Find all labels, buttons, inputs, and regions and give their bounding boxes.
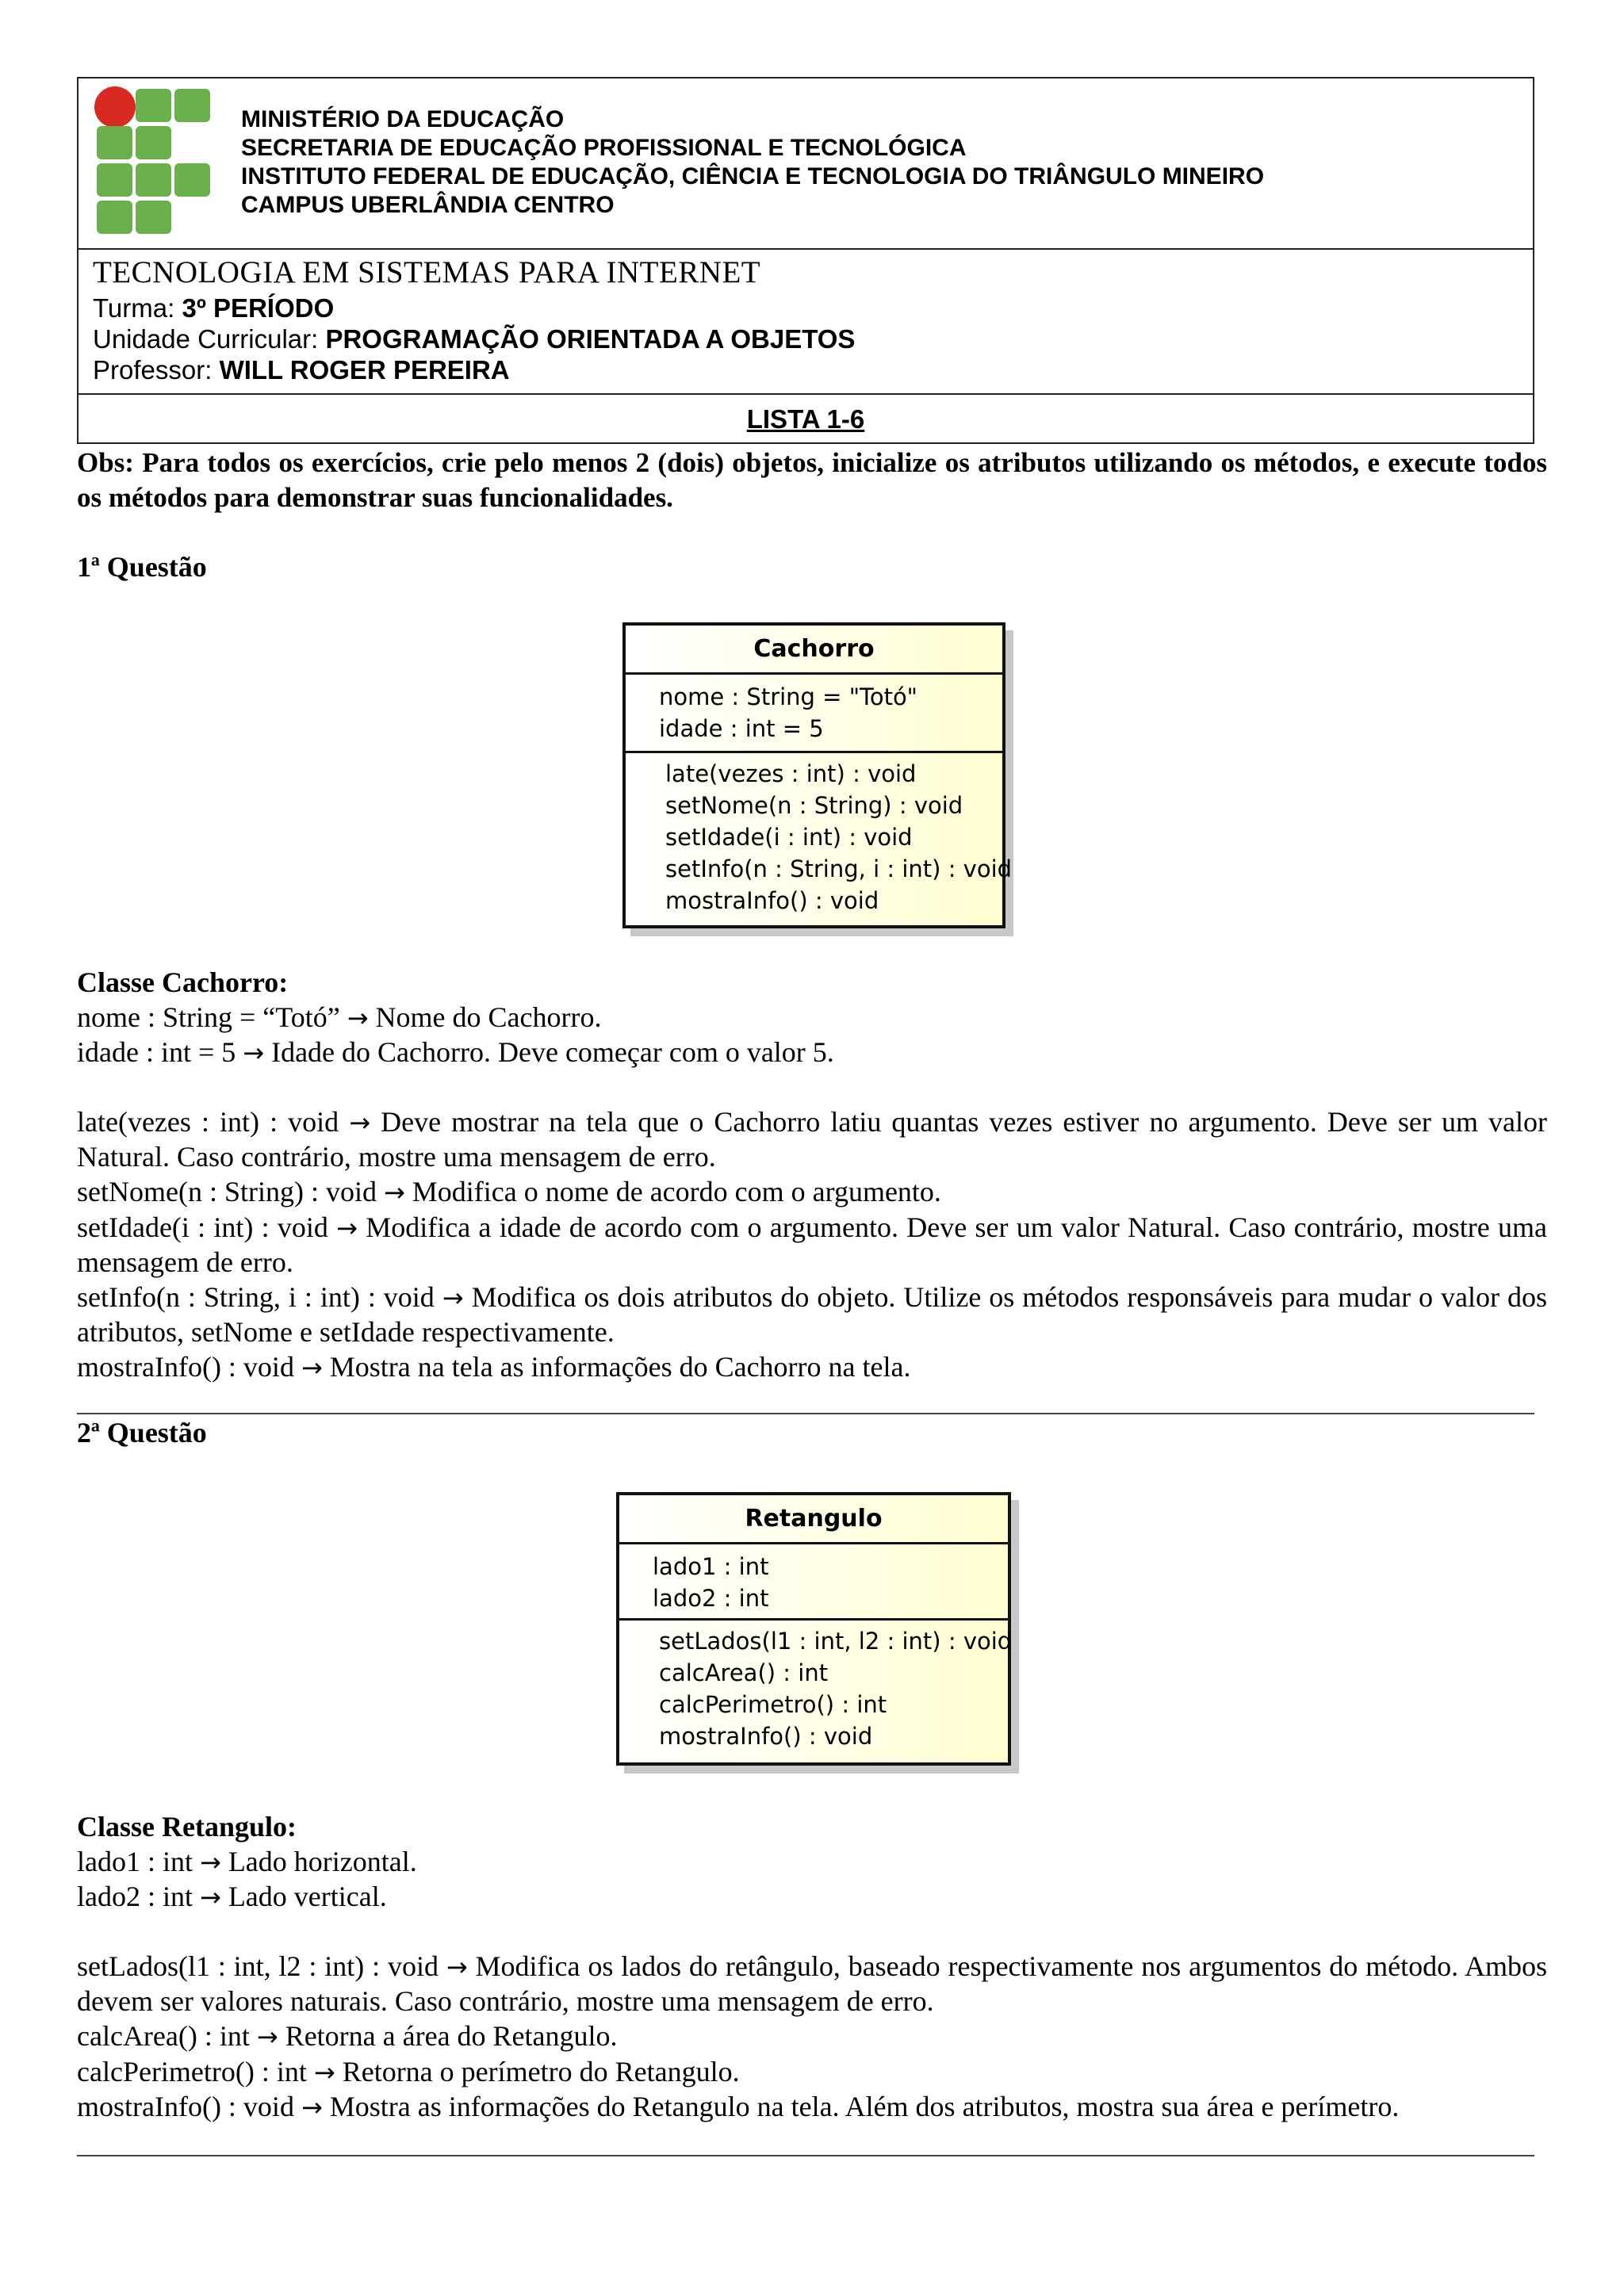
section-divider <box>77 2155 1534 2156</box>
description: Nome do Cachorro. <box>368 1001 602 1033</box>
method-description <box>77 2055 1547 2091</box>
signature: late(vezes : int) : void <box>77 1105 350 1138</box>
uml-attribute: lado1 : int <box>653 1553 769 1580</box>
uml-attribute: lado2 : int <box>653 1585 769 1612</box>
arrow-icon: → <box>301 1352 323 1383</box>
attribute-description <box>77 1035 1547 1071</box>
arrow-icon: → <box>446 1951 468 1982</box>
uml-method: late(vezes : int) : void <box>665 760 917 787</box>
unidade-value: PROGRAMAÇÃO ORIENTADA A OBJETOS <box>325 324 856 354</box>
arrow-icon: → <box>200 1882 221 1913</box>
unidade-label: Unidade Curricular: <box>93 324 326 354</box>
signature: calcArea() : int <box>77 2019 257 2052</box>
method-description <box>77 1350 1547 1386</box>
arrow-icon: → <box>301 2092 323 2123</box>
uml-attributes <box>619 1544 1008 1621</box>
arrow-icon: → <box>200 1846 221 1877</box>
uml-class-name: Cachorro <box>626 626 1002 675</box>
course-title: TECNOLOGIA EM SISTEMAS PARA INTERNET <box>93 255 761 289</box>
method-description <box>77 2090 1547 2126</box>
attribute-description <box>77 1845 1547 1881</box>
signature: lado2 : int <box>77 1881 200 1913</box>
obs-note: Obs: Para todos os exercícios, crie pelo menos 2 (dois) objetos, inicialize os atributos utilizando os métodos, e execute todos os métodos para demonstrar suas funcionalidades. <box>77 447 1547 513</box>
arrow-icon: → <box>349 1107 371 1138</box>
uml-method: calcArea() : int <box>659 1659 829 1686</box>
institution-lines <box>241 105 1264 220</box>
uml-method: setLados(l1 : int, l2 : int) : void <box>659 1628 1013 1655</box>
signature: setLados(l1 : int, l2 : int) : void <box>77 1950 446 1982</box>
professor-line <box>93 355 510 385</box>
institution-line: CAMPUS UBERLÂNDIA CENTRO <box>241 192 615 218</box>
uml-methods <box>619 1621 1013 1752</box>
uml-method: calcPerimetro() : int <box>659 1691 887 1718</box>
class-heading: Classe Cachorro: <box>77 966 289 998</box>
signature: lado1 : int <box>77 1845 200 1877</box>
ifield-logo <box>94 86 213 245</box>
uml-method: setNome(n : String) : void <box>665 792 963 819</box>
professor-label: Professor: <box>93 355 220 385</box>
uml-method: mostraInfo() : void <box>659 1723 873 1750</box>
professor-value: WILL ROGER PEREIRA <box>219 355 510 385</box>
uml-attribute: nome : String = "Totó" <box>659 683 918 710</box>
arrow-icon: → <box>347 1002 369 1033</box>
method-description <box>77 1280 1547 1350</box>
institution-header <box>79 78 1533 250</box>
class-heading: Classe Retangulo: <box>77 1811 297 1843</box>
header-box <box>77 77 1534 444</box>
institution-line: INSTITUTO FEDERAL DE EDUCAÇÃO, CIÊNCIA E TECNOLOGIA DO TRIÂNGULO MINEIRO <box>241 163 1265 189</box>
uml-method: setIdade(i : int) : void <box>665 824 913 851</box>
lista-title: LISTA 1-6 <box>746 404 865 434</box>
turma-line <box>93 293 334 323</box>
method-description <box>77 1211 1547 1280</box>
uml-method: setInfo(n : String, i : int) : void <box>665 855 1013 882</box>
signature: mostraInfo() : void <box>77 1350 301 1383</box>
signature: calcPerimetro() : int <box>77 2055 314 2087</box>
institution-line: MINISTÉRIO DA EDUCAÇÃO <box>241 106 565 132</box>
description: Mostra as informações do Retangulo na tela. Além dos atributos, mostra sua área e perímetro. <box>322 2091 1400 2123</box>
description: Modifica o nome de acordo com o argumento. <box>404 1175 941 1207</box>
attribute-description <box>77 1880 1547 1915</box>
method-description <box>77 1175 1547 1211</box>
signature: setInfo(n : String, i : int) : void <box>77 1280 442 1313</box>
signature: mostraInfo() : void <box>77 2091 301 2123</box>
attribute-description <box>77 1001 1547 1036</box>
institution-line: SECRETARIA DE EDUCAÇÃO PROFISSIONAL E TECNOLÓGICA <box>241 135 967 161</box>
arrow-icon: → <box>336 1212 358 1243</box>
lista-row <box>79 395 1533 444</box>
turma-label: Turma: <box>93 293 182 323</box>
uml-attribute: idade : int = 5 <box>659 715 824 742</box>
question-2-title: 2ª Questão <box>77 1417 207 1448</box>
question-2-description <box>77 1810 1547 2126</box>
signature: idade : int = 5 <box>77 1036 243 1069</box>
arrow-icon: → <box>313 2057 335 2087</box>
arrow-icon: → <box>256 2021 278 2052</box>
uml-class-cachorro <box>622 622 1013 928</box>
uml-class-name: Retangulo <box>619 1495 1008 1544</box>
uml-methods <box>626 753 1013 916</box>
unidade-line <box>93 324 855 354</box>
description: Deve mostrar na tela que o Cachorro latiu quantas vezes estiver no argumento. Deve ser um valor Natural. Caso contrário, mostre uma mensagem de erro. <box>77 1105 1547 1173</box>
description: Mostra na tela as informações do Cachorro na tela. <box>322 1350 911 1383</box>
description: Idade do Cachorro. Deve começar com o valor 5. <box>264 1036 834 1069</box>
uml-attributes <box>626 675 1002 753</box>
uml-method: mostraInfo() : void <box>665 887 879 914</box>
description: Modifica os lados do retângulo, baseado respectivamente nos argumentos do método. Ambos devem ser valores naturais. Caso contrário, mostre uma mensagem de erro. <box>77 1950 1547 2018</box>
description: Modifica os dois atributos do objeto. Utilize os métodos responsáveis para mudar o valor dos atributos, setNome e setIdade respectivamente. <box>77 1280 1547 1349</box>
method-description <box>77 2019 1547 2055</box>
method-description <box>77 1950 1547 2019</box>
description: Lado horizontal. <box>220 1845 417 1877</box>
question-1-title: 1ª Questão <box>77 551 207 583</box>
arrow-icon: → <box>383 1177 405 1207</box>
description: Retorna a área do Retangulo. <box>278 2019 618 2052</box>
signature: nome : String = “Totó” <box>77 1001 347 1033</box>
method-description <box>77 1105 1547 1175</box>
signature: setNome(n : String) : void <box>77 1175 384 1207</box>
turma-value: 3º PERÍODO <box>182 293 335 323</box>
arrow-icon: → <box>442 1282 464 1313</box>
arrow-icon: → <box>243 1038 265 1069</box>
description: Modifica a idade de acordo com o argumento. Deve ser um valor Natural. Caso contrário, mostre uma mensagem de erro. <box>77 1211 1547 1279</box>
uml-class-retangulo <box>616 1492 1011 1766</box>
section-divider <box>77 1413 1534 1414</box>
signature: setIdade(i : int) : void <box>77 1211 337 1243</box>
question-1-description <box>77 966 1547 1386</box>
description: Retorna o perímetro do Retangulo. <box>335 2055 740 2087</box>
description: Lado vertical. <box>220 1881 387 1913</box>
